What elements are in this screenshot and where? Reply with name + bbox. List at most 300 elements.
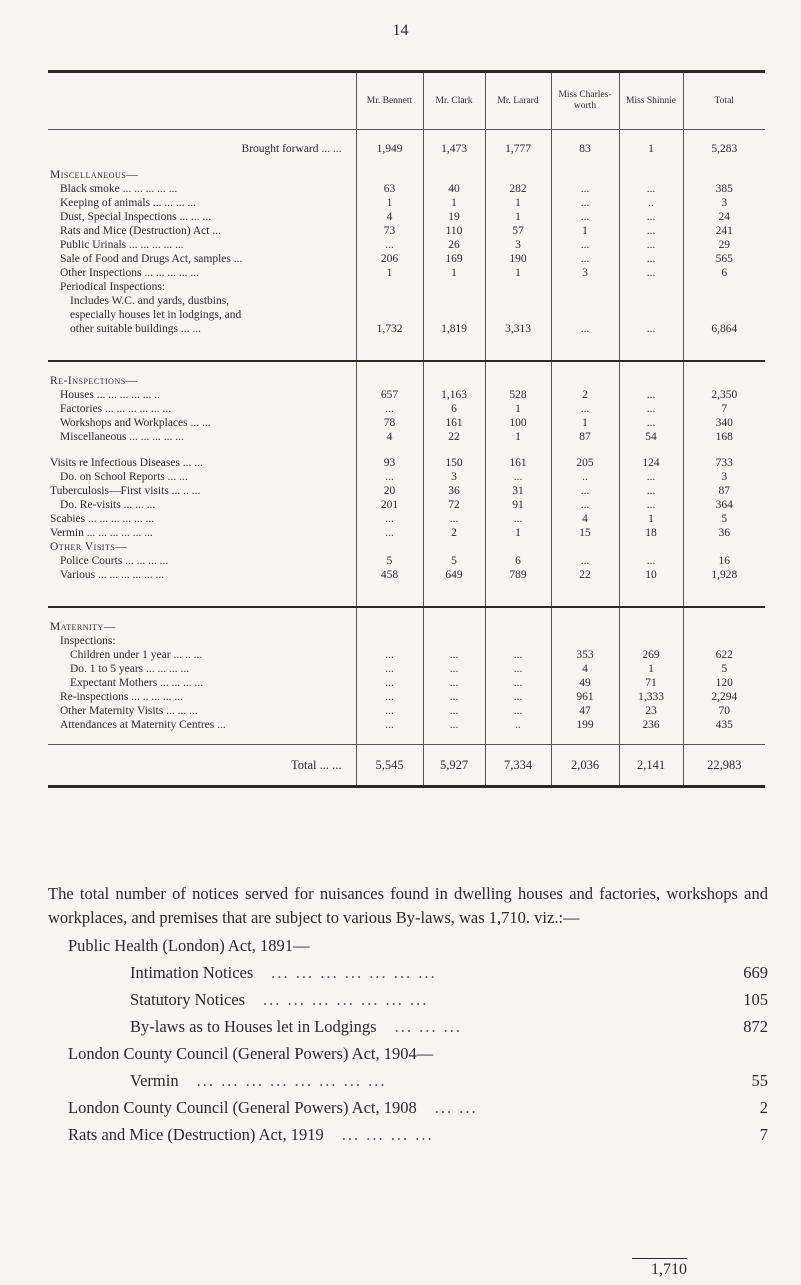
cell-value — [683, 156, 765, 168]
cell-value — [551, 444, 619, 456]
cell-value: 161 — [485, 456, 551, 470]
cell-value — [423, 361, 485, 374]
notice-label-text: Public Health (London) Act, 1891— — [68, 935, 310, 955]
table-row — [48, 512, 765, 526]
cell-value: 15 — [551, 526, 619, 540]
cell-value: 70 — [683, 704, 765, 718]
cell-value — [551, 294, 619, 308]
row-label: Miscellaneous ... ... ... ... ... — [60, 431, 184, 443]
spacer-row — [48, 361, 765, 374]
cell-value: 22,983 — [683, 745, 765, 786]
cell-value: 1,333 — [619, 690, 683, 704]
cell-value: ... — [423, 704, 485, 718]
cell-value: 565 — [683, 252, 765, 266]
cell-value: 2 — [551, 388, 619, 402]
row-label: Houses ... ... ... ... ... .. — [60, 389, 160, 401]
notice-value: 2 — [759, 1097, 768, 1117]
cell-value — [551, 361, 619, 374]
cell-value — [551, 130, 619, 143]
cell-value — [356, 444, 423, 456]
cell-value: 6 — [683, 266, 765, 280]
cell-value: 168 — [683, 430, 765, 444]
cell-value — [551, 374, 619, 388]
cell-value — [356, 582, 423, 594]
cell-value: ... — [356, 470, 423, 484]
cell-value: 269 — [619, 648, 683, 662]
cell-value — [423, 732, 485, 745]
cell-value: 7 — [683, 402, 765, 416]
cell-value: ... — [551, 554, 619, 568]
cell-value — [619, 582, 683, 594]
cell-value: ... — [356, 402, 423, 416]
table-row — [48, 662, 765, 676]
cell-value: 622 — [683, 648, 765, 662]
cell-value — [485, 540, 551, 554]
table-row — [48, 526, 765, 540]
cell-value — [683, 540, 765, 554]
cell-value — [356, 634, 423, 648]
notice-label-text: Intimation Notices — [130, 962, 254, 982]
header-bennett: Mr. Bennett — [356, 73, 423, 130]
cell-value: 458 — [356, 568, 423, 582]
cell-value — [551, 168, 619, 182]
cell-value — [356, 308, 423, 322]
header-charlesworth: Miss Charles-worth — [551, 73, 619, 130]
notice-label — [130, 961, 708, 985]
cell-value: 1 — [551, 224, 619, 238]
cell-value: 201 — [356, 498, 423, 512]
notice-label-text: Vermin — [130, 1070, 179, 1090]
table-row — [48, 484, 765, 498]
cell-value — [683, 620, 765, 634]
notice-label-text: Statutory Notices — [130, 989, 246, 1009]
cell-value: 3 — [683, 470, 765, 484]
table-row — [48, 690, 765, 704]
cell-value: 47 — [551, 704, 619, 718]
cell-value: ... — [619, 470, 683, 484]
notice-label-text: By-laws as to Houses let in Lodgings — [130, 1016, 377, 1036]
cell-value: 435 — [683, 718, 765, 732]
cell-value: ... — [619, 402, 683, 416]
cell-value — [683, 348, 765, 361]
cell-value: ... — [619, 238, 683, 252]
cell-value — [423, 294, 485, 308]
cell-value — [356, 732, 423, 745]
cell-value — [683, 336, 765, 348]
cell-value — [356, 374, 423, 388]
cell-value: ... — [485, 512, 551, 526]
notice-label — [130, 988, 708, 1012]
cell-value: 26 — [423, 238, 485, 252]
cell-value: ... — [619, 416, 683, 430]
cell-value: 2 — [423, 526, 485, 540]
notices-list — [48, 932, 768, 1148]
notices-paragraph: The total number of notices served for nuisances found in dwelling houses and factories, workshops and workplaces, and premises that are subject to various By-laws, was 1,710. viz.:— — [48, 884, 768, 927]
cell-value: 206 — [356, 252, 423, 266]
spacer-row — [48, 336, 765, 348]
cell-value: 18 — [619, 526, 683, 540]
header-total: Total — [683, 73, 765, 130]
cell-value: 385 — [683, 182, 765, 196]
table-row — [48, 456, 765, 470]
header-larard: Mr. Larard — [485, 73, 551, 130]
inspections-table — [48, 70, 765, 788]
cell-value — [485, 582, 551, 594]
table-row — [48, 676, 765, 690]
row-label: Public Urinals ... ... ... ... ... — [60, 239, 184, 251]
row-label — [48, 444, 356, 456]
cell-value: 40 — [423, 182, 485, 196]
cell-value — [485, 308, 551, 322]
cell-value — [683, 130, 765, 143]
row-label: Scabies ... ... ... ... ... ... — [50, 513, 155, 525]
cell-value: 733 — [683, 456, 765, 470]
row-label — [48, 130, 356, 143]
cell-value — [423, 620, 485, 634]
cell-value: 5 — [683, 662, 765, 676]
cell-value — [683, 361, 765, 374]
row-label: Visits re Infectious Diseases ... ... — [50, 457, 203, 469]
table-row — [48, 238, 765, 252]
row-label: Inspections: — [60, 635, 116, 647]
cell-value — [356, 361, 423, 374]
cell-value: 1,949 — [356, 142, 423, 156]
cell-value: 1 — [485, 526, 551, 540]
cell-value — [485, 294, 551, 308]
cell-value — [485, 374, 551, 388]
cell-value: ... — [485, 648, 551, 662]
periodical-line1 — [48, 280, 765, 294]
cell-value: 5,927 — [423, 745, 485, 786]
cell-value — [423, 607, 485, 620]
notice-value: 55 — [751, 1070, 768, 1090]
cell-value: ... — [356, 648, 423, 662]
cell-value: ... — [551, 210, 619, 224]
header-shinnie: Miss Shinnie — [619, 73, 683, 130]
row-label: Sale of Food and Drugs Act, samples ... — [60, 253, 243, 265]
cell-value: 789 — [485, 568, 551, 582]
row-label: Brought forward ... ... — [241, 143, 342, 155]
cell-value: 2,350 — [683, 388, 765, 402]
table-row — [48, 224, 765, 238]
row-label: Attendances at Maternity Centres ... — [60, 719, 226, 731]
row-label: Various ... ... ... ... ... ... — [60, 569, 165, 581]
row-label — [48, 607, 356, 620]
cell-value — [683, 308, 765, 322]
cell-value — [485, 336, 551, 348]
table-row — [48, 704, 765, 718]
notice-item — [48, 986, 768, 1013]
cell-value: 10 — [619, 568, 683, 582]
cell-value — [485, 130, 551, 143]
cell-value — [423, 280, 485, 294]
cell-value: 236 — [619, 718, 683, 732]
cell-value — [485, 607, 551, 620]
cell-value — [356, 156, 423, 168]
cell-value — [356, 607, 423, 620]
cell-value: 4 — [551, 512, 619, 526]
cell-value: 73 — [356, 224, 423, 238]
notice-label-text: Rats and Mice (Destruction) Act, 1919 — [68, 1124, 324, 1144]
cell-value — [551, 156, 619, 168]
cell-value — [619, 308, 683, 322]
notice-label — [130, 1069, 708, 1093]
cell-value: 1,777 — [485, 142, 551, 156]
row-label: Do. Re-visits ... ... ... — [60, 499, 156, 511]
cell-value: 36 — [683, 526, 765, 540]
cell-value: 19 — [423, 210, 485, 224]
cell-value — [551, 594, 619, 607]
table-row — [48, 718, 765, 732]
notice-value: 7 — [759, 1124, 768, 1144]
row-label: Other Visits— — [50, 541, 128, 553]
cell-value — [551, 607, 619, 620]
cell-value — [619, 620, 683, 634]
row-label: other suitable buildings ... ... — [70, 323, 201, 335]
cell-value: 205 — [551, 456, 619, 470]
cell-value: ... — [619, 210, 683, 224]
cell-value — [485, 634, 551, 648]
cell-value: 5 — [356, 554, 423, 568]
cell-value: 1,473 — [423, 142, 485, 156]
cell-value — [619, 540, 683, 554]
spacer-row — [48, 732, 765, 745]
row-label: Police Courts ... ... ... ... — [60, 555, 169, 567]
spacer-row — [48, 348, 765, 361]
notice-leader-dots: ... ... ... ... ... ... ... — [271, 962, 437, 982]
cell-value: 1,928 — [683, 568, 765, 582]
notice-leader-dots: ... ... — [434, 1097, 478, 1117]
row-label — [48, 348, 356, 361]
cell-value: 5,545 — [356, 745, 423, 786]
total-row — [48, 745, 765, 786]
row-label — [48, 156, 356, 168]
row-label: Vermin ... ... ... ... ... ... — [50, 527, 153, 539]
cell-value: 3,313 — [485, 322, 551, 336]
cell-value — [356, 294, 423, 308]
periodical-line3 — [48, 308, 765, 322]
cell-value: ... — [551, 322, 619, 336]
notice-leader-dots: ... ... ... ... — [341, 1124, 434, 1144]
cell-value: ... — [485, 676, 551, 690]
cell-value — [683, 444, 765, 456]
maternity-inspections-row — [48, 634, 765, 648]
cell-value: ... — [619, 224, 683, 238]
cell-value: 57 — [485, 224, 551, 238]
cell-value — [356, 594, 423, 607]
header-row — [48, 73, 765, 130]
cell-value: .. — [485, 718, 551, 732]
row-label: Maternity— — [50, 621, 116, 633]
cell-value — [683, 634, 765, 648]
cell-value: ... — [619, 498, 683, 512]
notice-label — [68, 1042, 708, 1066]
table-row — [48, 252, 765, 266]
reinspections-title-row — [48, 374, 765, 388]
cell-value: ... — [619, 554, 683, 568]
row-label: especially houses let in lodgings, and — [70, 309, 242, 321]
spacer-row — [48, 607, 765, 620]
cell-value: 91 — [485, 498, 551, 512]
cell-value — [619, 361, 683, 374]
cell-value: 1 — [485, 430, 551, 444]
cell-value — [423, 634, 485, 648]
cell-value — [356, 280, 423, 294]
cell-value: 3 — [551, 266, 619, 280]
cell-value — [551, 732, 619, 745]
cell-value: ... — [356, 238, 423, 252]
notice-label-text: London County Council (General Powers) Act, 1908 — [68, 1097, 417, 1117]
cell-value — [683, 732, 765, 745]
cell-value: 190 — [485, 252, 551, 266]
cell-value: ... — [423, 718, 485, 732]
cell-value — [356, 540, 423, 554]
cell-value — [551, 540, 619, 554]
row-label: Tuberculosis—First visits ... .. ... — [50, 485, 201, 497]
cell-value: 1 — [619, 142, 683, 156]
cell-value — [423, 156, 485, 168]
table-row — [48, 648, 765, 662]
notice-label — [68, 1096, 708, 1120]
cell-value: ... — [619, 266, 683, 280]
cell-value — [485, 594, 551, 607]
cell-value — [485, 348, 551, 361]
cell-value: ... — [551, 182, 619, 196]
spacer-row — [48, 156, 765, 168]
cell-value: 199 — [551, 718, 619, 732]
other-visits-title-row — [48, 540, 765, 554]
cell-value: ... — [619, 182, 683, 196]
cell-value: 3 — [423, 470, 485, 484]
cell-value: 5 — [683, 512, 765, 526]
cell-value — [423, 594, 485, 607]
cell-value: ... — [551, 498, 619, 512]
cell-value: 150 — [423, 456, 485, 470]
cell-value: 6,864 — [683, 322, 765, 336]
cell-value: 110 — [423, 224, 485, 238]
cell-value — [551, 336, 619, 348]
row-label — [48, 582, 356, 594]
row-label: Re-inspections ... .. ... ... ... — [60, 691, 183, 703]
cell-value: 1 — [485, 210, 551, 224]
cell-value: 22 — [551, 568, 619, 582]
cell-value: 23 — [619, 704, 683, 718]
row-label — [48, 361, 356, 374]
cell-value: 24 — [683, 210, 765, 224]
cell-value: 83 — [551, 142, 619, 156]
cell-value: 1 — [485, 402, 551, 416]
row-label: Keeping of animals ... ... ... ... — [60, 197, 197, 209]
cell-value: 3 — [485, 238, 551, 252]
notice-leader-dots: ... ... ... ... ... ... ... — [263, 989, 429, 1009]
cell-value: 71 — [619, 676, 683, 690]
cell-value: 78 — [356, 416, 423, 430]
notices-section — [48, 882, 768, 1148]
table-row — [48, 568, 765, 582]
cell-value: ... — [551, 484, 619, 498]
cell-value: 649 — [423, 568, 485, 582]
row-label — [48, 336, 356, 348]
cell-value: ... — [619, 484, 683, 498]
row-label: Includes W.C. and yards, dustbins, — [70, 295, 230, 307]
notice-item — [48, 1040, 768, 1067]
cell-value — [619, 336, 683, 348]
cell-value — [683, 374, 765, 388]
row-label: Other Maternity Visits ... ... ... — [60, 705, 198, 717]
cell-value: ... — [423, 690, 485, 704]
cell-value: 5,283 — [683, 142, 765, 156]
table-row — [48, 554, 765, 568]
cell-value — [619, 280, 683, 294]
cell-value: ... — [356, 704, 423, 718]
cell-value — [485, 361, 551, 374]
cell-value: 120 — [683, 676, 765, 690]
header-clark: Mr. Clark — [423, 73, 485, 130]
cell-value: 16 — [683, 554, 765, 568]
cell-value: 63 — [356, 182, 423, 196]
cell-value: ... — [551, 196, 619, 210]
notice-item — [48, 1067, 768, 1094]
cell-value: 1 — [356, 196, 423, 210]
cell-value: 1,819 — [423, 322, 485, 336]
notice-value: 105 — [743, 989, 768, 1009]
row-label: Expectant Mothers ... ... ... ... — [70, 677, 204, 689]
cell-value: ... — [619, 322, 683, 336]
cell-value — [551, 280, 619, 294]
cell-value — [485, 732, 551, 745]
cell-value — [619, 732, 683, 745]
table-row — [48, 402, 765, 416]
spacer-row — [48, 130, 765, 143]
cell-value: ... — [356, 690, 423, 704]
cell-value: ... — [485, 662, 551, 676]
cell-value: 282 — [485, 182, 551, 196]
cell-value: 6 — [485, 554, 551, 568]
cell-value — [683, 582, 765, 594]
cell-value: 961 — [551, 690, 619, 704]
cell-value — [356, 168, 423, 182]
cell-value: 1 — [619, 512, 683, 526]
cell-value — [619, 348, 683, 361]
cell-value: 1 — [423, 196, 485, 210]
cell-value — [356, 336, 423, 348]
cell-value — [683, 294, 765, 308]
periodical-line2 — [48, 294, 765, 308]
notice-item — [48, 959, 768, 986]
cell-value — [423, 130, 485, 143]
cell-value — [423, 336, 485, 348]
cell-value: 4 — [356, 430, 423, 444]
cell-value — [619, 607, 683, 620]
cell-value: 161 — [423, 416, 485, 430]
notice-label-text: London County Council (General Powers) Act, 1904— — [68, 1043, 434, 1063]
cell-value: ... — [423, 676, 485, 690]
spacer-row — [48, 582, 765, 594]
row-label: Factories ... ... ... ... ... ... — [60, 403, 172, 415]
cell-value: 2,141 — [619, 745, 683, 786]
row-label — [48, 732, 356, 745]
row-label: Workshops and Workplaces ... ... — [60, 417, 211, 429]
cell-value: 528 — [485, 388, 551, 402]
cell-value: 4 — [356, 210, 423, 224]
cell-value: 72 — [423, 498, 485, 512]
cell-value: 6 — [423, 402, 485, 416]
cell-value: ... — [356, 718, 423, 732]
cell-value: 1 — [485, 196, 551, 210]
cell-value: 1 — [423, 266, 485, 280]
cell-value — [485, 620, 551, 634]
cell-value — [683, 168, 765, 182]
